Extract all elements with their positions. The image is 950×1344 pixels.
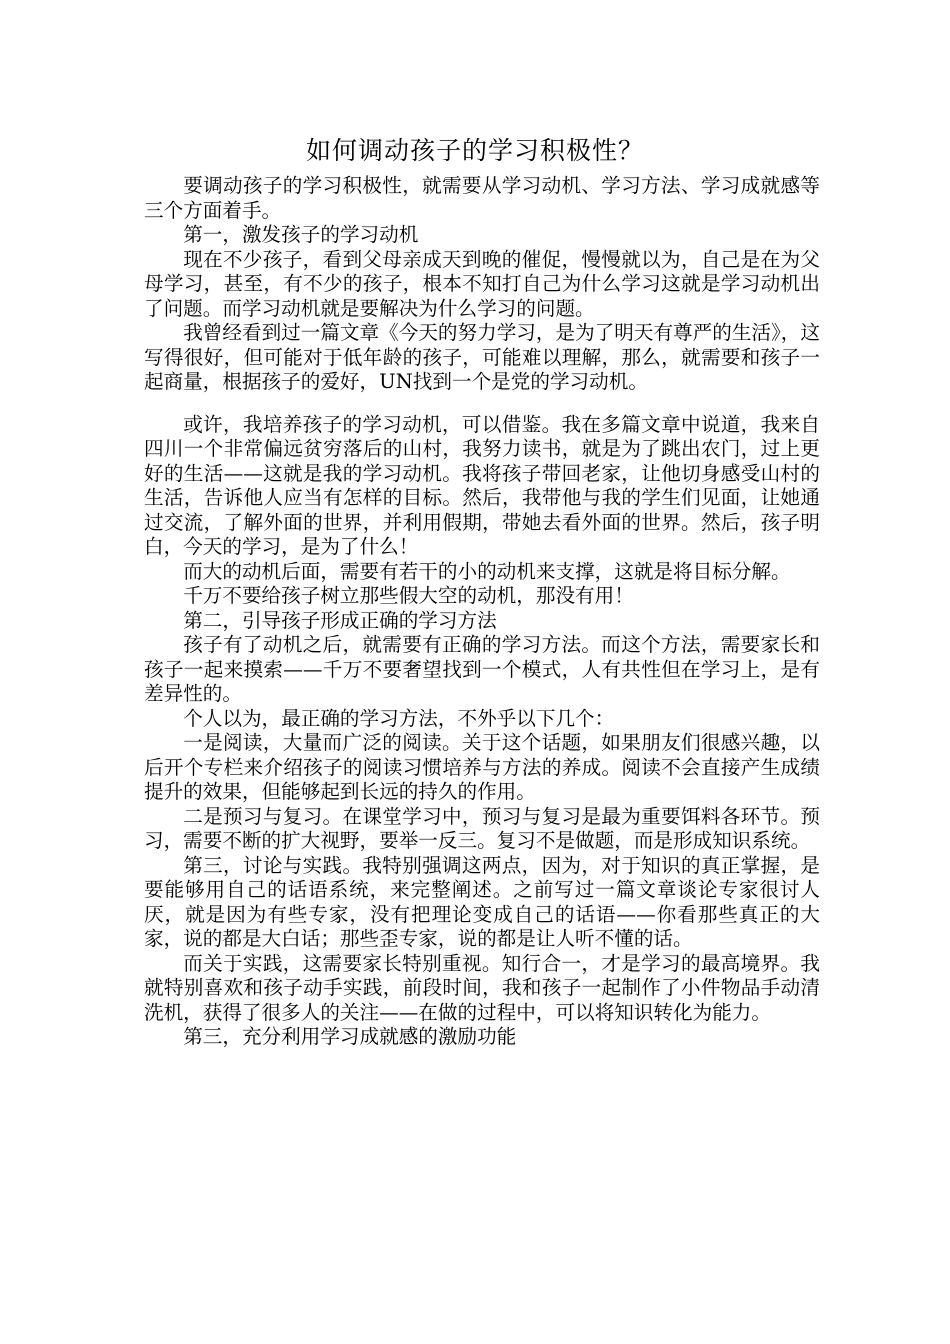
paragraph-methods-intro: 孩子有了动机之后，就需要有正确的学习方法。而这个方法，需要家长和孩子一起来摸索——千万不要奢望找到一个模式，人有共性但在学习上，是有差异性的。: [144, 633, 820, 705]
paragraph-personal-example: 或许，我培养孩子的学习动机，可以借鉴。我在多篇文章中说道，我来自四川一个非常偏远贫穷落后的山村，我努力读书，就是为了跳出农门，过上更好的生活——这就是我的学习动机。我将孩子带回老家，让他切身感受山村的生活，告诉他人应当有怎样的目标。然后，我带他与我的学生们见面，让她通过交流，了解外面的世界，并利用假期，带她去看外面的世界。然后，孩子明白，今天的学习，是为了什么！: [144, 412, 820, 558]
paragraph-intro: 要调动孩子的学习积极性，就需要从学习动机、学习方法、学习成就感等三个方面着手。: [144, 174, 820, 222]
paragraph-methods-list-intro: 个人以为，最正确的学习方法，不外乎以下几个：: [183, 706, 615, 730]
paragraph-article-reference: 我曾经看到过一篇文章《今天的努力学习，是为了明天有尊严的生活》，这写得很好，但可能对于低年龄的孩子，可能难以理解，那么，就需要和孩子一起商量，根据孩子的爱好，UN找到一个是党的学习动机。: [144, 321, 820, 393]
paragraph-motivation-problem: 现在不少孩子，看到父母亲成天到晚的催促，慢慢就以为，自己是在为父母学习，甚至，有不少的孩子，根本不知打自己为什么学习这就是学习动机出了问题。而学习动机就是要解决为什么学习的问题。: [144, 247, 820, 320]
paragraph-warning: 千万不要给孩子树立那些假大空的动机，那没有用！: [183, 584, 634, 607]
document-body: [144, 174, 820, 1050]
section-heading-motivation: 第一，激发孩子的学习动机: [183, 223, 419, 246]
section-heading-methods: 第二，引导孩子形成正确的学习方法: [183, 608, 497, 632]
paragraph-method-reading: 一是阅读，大量而广泛的阅读。关于这个话题，如果朋友们很感兴趣，以后开个专栏来介绍孩子的阅读习惯培养与方法的养成。阅读不会直接产生成绩提升的效果，但能够起到长远的持久的作用。: [144, 731, 820, 803]
paragraph-method-practice: 而关于实践，这需要家长特别重视。知行合一，才是学习的最高境界。我就特别喜欢和孩子动手实践，前段时间，我和孩子一起制作了小件物品手动清洗机，获得了很多人的关注——在做的过程中，可以将知识转化为能力。: [144, 951, 820, 1024]
paragraph-goal-decomposition: 而大的动机后面，需要有若干的小的动机来支撑，这就是将目标分解。: [183, 559, 791, 583]
section-heading-achievement: 第三，充分利用学习成就感的激励功能: [183, 1025, 517, 1048]
paragraph-method-discussion: 第三，讨论与实践。我特别强调这两点，因为，对于知识的真正掌握，是要能够用自己的话语系统，来完整阐述。之前写过一篇文章谈论专家很讨人厌，就是因为有些专家，没有把理论变成自己的话语——你看那些真正的大家，说的都是大白话；那些歪专家，说的都是让人听不懂的话。: [144, 853, 820, 950]
document-title: 如何调动孩子的学习积极性？: [305, 136, 644, 165]
paragraph-method-review: 二是预习与复习。在课堂学习中，预习与复习是最为重要饵料各环节。预习，需要不断的扩大视野，要举一反三。复习不是做题，而是形成知识系统。: [144, 804, 820, 852]
